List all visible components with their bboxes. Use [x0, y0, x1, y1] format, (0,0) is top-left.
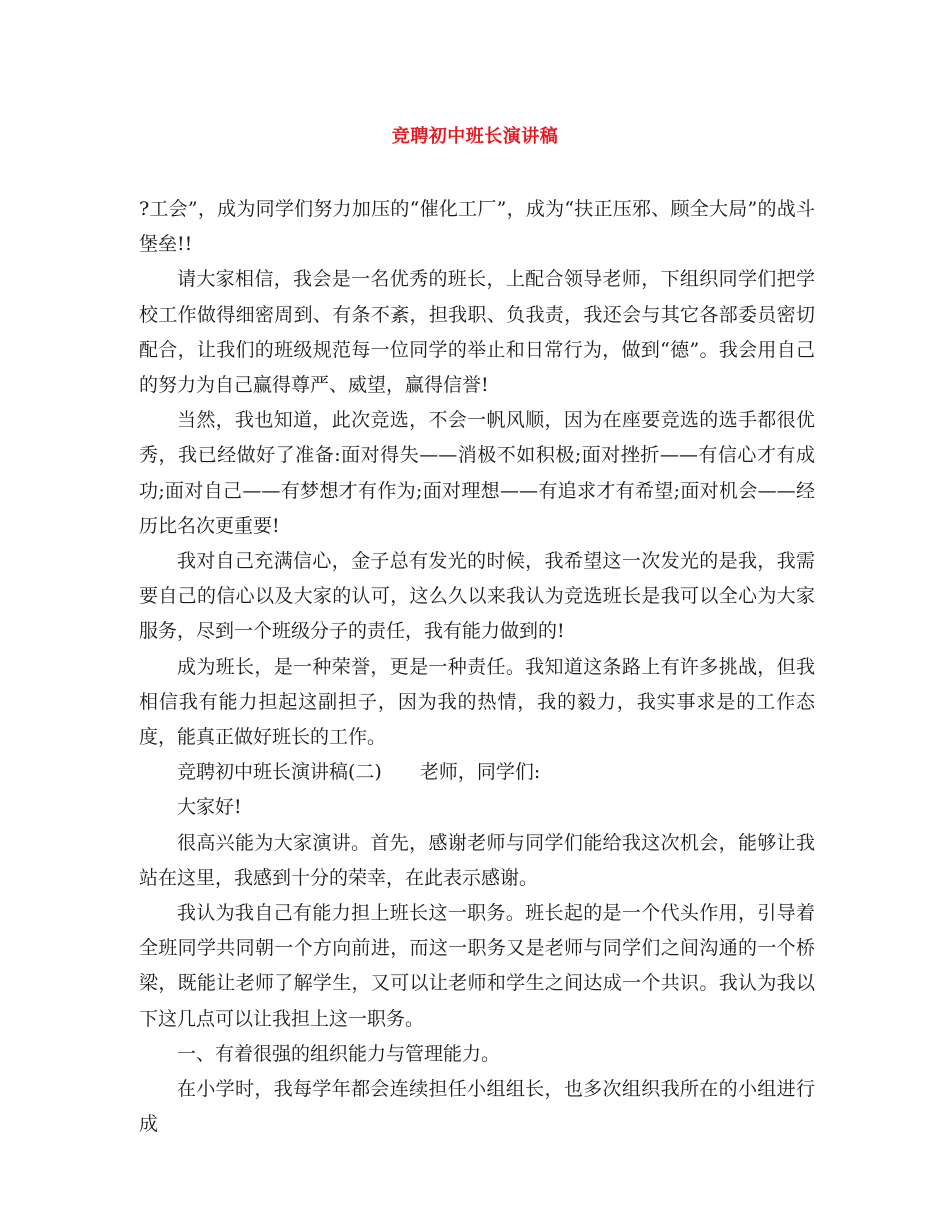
paragraph-9: 一、有着很强的组织能力与管理能力。 — [177, 1042, 501, 1065]
section-2-salutation: 老师，同学们: — [419, 761, 541, 784]
paragraph-10: 在小学时，我每学年都会连续担任小组组长，也多次组织我所在的小组进行成 — [139, 1078, 815, 1136]
paragraph-2: 请大家相信，我会是一名优秀的班长，上配合领导老师，下组织同学们把学校工作做得细密周到、有条不紊，担我职、负我责，我还会与其它各部委员密切配合，让我们的班级规范每一位同学的举止和日常行为，做到“德”。我会用自己的努力为自己赢得尊严、威望，赢得信誉! — [139, 268, 815, 397]
section-2-heading-line — [139, 755, 815, 790]
document-body — [139, 192, 815, 1142]
paragraph-1: ?工会”，成为同学们努力加压的“催化工厂”，成为“扶正压邪、顾全大局”的战斗堡垒!! — [139, 198, 815, 256]
paragraph-8: 我认为我自己有能力担上班长这一职务。班长起的是一个代头作用，引导着全班同学共同朝一个方向前进，而这一职务又是老师与同学们之间沟通的一个桥梁，既能让老师了解学生，又可以让老师和学生之间达成一个共识。我认为我以下这几点可以让我担上这一职务。 — [139, 902, 815, 1030]
section-2-heading: 竞聘初中班长演讲稿(二) — [177, 761, 382, 784]
paragraph-7: 很高兴能为大家演讲。首先，感谢老师与同学们能给我这次机会，能够让我站在这里，我感到十分的荣幸，在此表示感谢。 — [139, 831, 815, 889]
paragraph-3: 当然，我也知道，此次竞选，不会一帆风顺，因为在座要竞选的选手都很优秀，我已经做好了准备:面对得失——消极不如积极;面对挫折——有信心才有成功;面对自己——有梦想才有作为;面对理想——有追求才有希望;面对机会——经历比名次更重要! — [139, 409, 815, 537]
paragraph-6: 大家好! — [177, 796, 242, 819]
paragraph-5: 成为班长，是一种荣誉，更是一种责任。我知道这条路上有许多挑战，但我相信我有能力担起这副担子，因为我的热情，我的毅力，我实事求是的工作态度，能真正做好班长的工作。 — [139, 655, 815, 749]
document-title: 竞聘初中班长演讲稿 — [391, 126, 559, 147]
paragraph-4: 我对自己充满信心，金子总有发光的时候，我希望这一次发光的是我，我需要自己的信心以及大家的认可，这么久以来我认为竞选班长是我可以全心为大家服务，尽到一个班级分子的责任，我有能力做到的! — [139, 550, 815, 643]
